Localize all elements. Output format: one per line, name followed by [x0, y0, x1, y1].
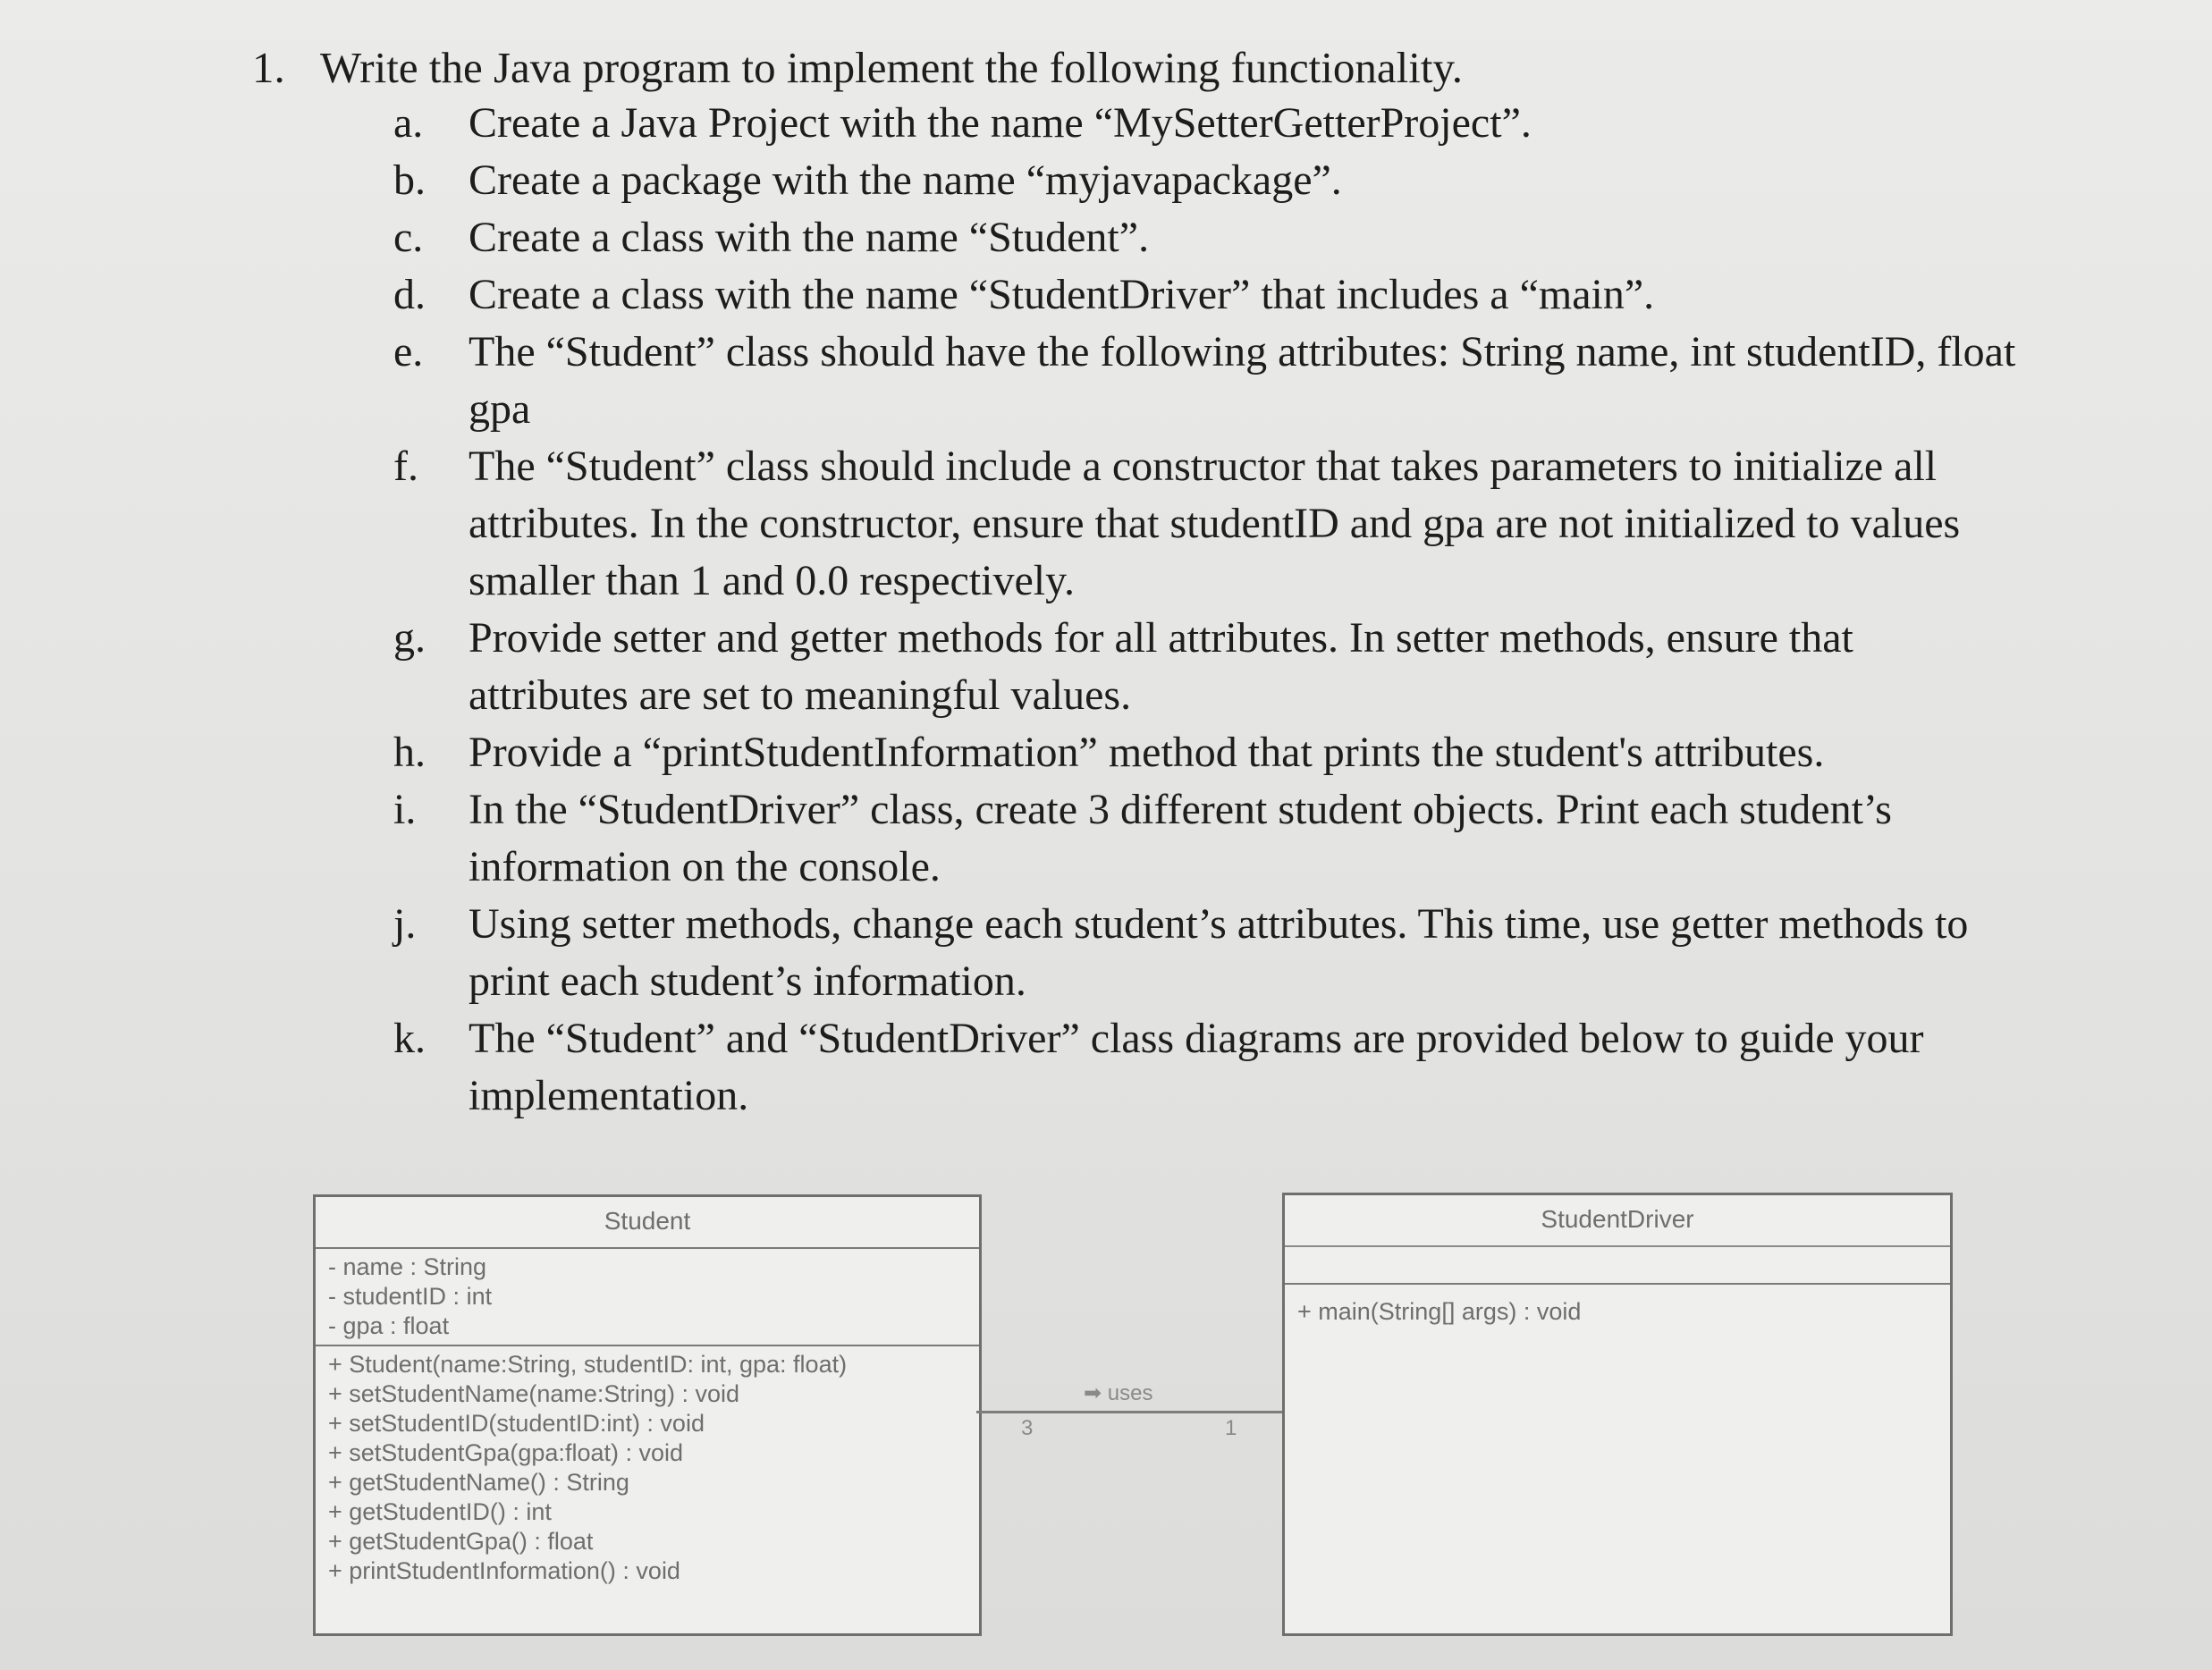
list-item-text: The “Student” class should include a constructor that takes parameters to initialize all attributes. In the constructor, ensure that studentID and gpa are not initialized to values smaller than 1 and 0.0 respectively.: [469, 443, 1961, 604]
uml-method: + setStudentGpa(gpa:float) : void: [328, 1439, 683, 1466]
question-heading: [252, 36, 1463, 100]
list-item-letter: a.: [393, 99, 424, 147]
list-item: [393, 209, 2021, 266]
uml-method: + getStudentGpa() : float: [328, 1528, 594, 1555]
requirements-list: [393, 95, 2021, 1125]
list-item-text: Create a class with the name “StudentDriver” that includes a “main”.: [469, 271, 1655, 318]
student-methods-section: [316, 1346, 979, 1590]
studentdriver-class-diagram: [1282, 1193, 1953, 1636]
uml-attribute: - studentID : int: [328, 1283, 493, 1310]
uml-attribute: - gpa : float: [328, 1312, 450, 1339]
list-item-text: Using setter methods, change each student’s attributes. This time, use getter methods to print each student’s information.: [469, 900, 1969, 1005]
question-number: 1.: [252, 43, 285, 92]
list-item-text: Provide setter and getter methods for all attributes. In setter methods, ensure that attributes are set to meaningful values.: [469, 614, 1853, 719]
list-item-letter: h.: [393, 729, 426, 776]
list-item-text: Create a package with the name “myjavapackage”.: [469, 156, 1342, 204]
list-item-letter: e.: [393, 328, 424, 375]
list-item-letter: k.: [393, 1015, 426, 1062]
uml-method: + setStudentID(studentID:int) : void: [328, 1410, 705, 1437]
uml-method: + getStudentName() : String: [328, 1469, 629, 1496]
list-item: [393, 95, 2021, 152]
uml-method: + getStudentID() : int: [328, 1498, 552, 1525]
uml-method: + main(String[] args) : void: [1297, 1298, 1582, 1325]
list-item-letter: d.: [393, 271, 426, 318]
studentdriver-methods-section: [1285, 1285, 1950, 1330]
list-item: [393, 724, 2021, 781]
uml-method: + printStudentInformation() : void: [328, 1557, 680, 1584]
uml-attribute: - name : String: [328, 1253, 487, 1280]
list-item-letter: i.: [393, 786, 417, 833]
list-item-text: Create a Java Project with the name “MySetterGetterProject”.: [469, 99, 1532, 147]
list-item: [393, 781, 2021, 896]
list-item-text: The “Student” and “StudentDriver” class diagrams are provided below to guide your implementation.: [469, 1015, 1924, 1119]
list-item: [393, 896, 2021, 1010]
list-item-letter: f.: [393, 443, 418, 490]
studentdriver-class-title: StudentDriver: [1285, 1195, 1950, 1247]
uml-method: + setStudentName(name:String) : void: [328, 1380, 739, 1407]
list-item-letter: g.: [393, 614, 426, 662]
list-item-text: Provide a “printStudentInformation” method that prints the student's attributes.: [469, 729, 1825, 776]
list-item-text: The “Student” class should have the following attributes: String name, int studentID, float gpa: [469, 328, 2016, 433]
studentdriver-attributes-section: [1285, 1247, 1950, 1285]
list-item: [393, 324, 2021, 438]
list-item: [393, 152, 2021, 209]
left-multiplicity: 3: [1021, 1416, 1034, 1440]
student-class-diagram: [313, 1194, 982, 1636]
list-item: [393, 438, 2021, 610]
uml-method: + Student(name:String, studentID: int, gpa: float): [328, 1351, 848, 1378]
list-item-letter: c.: [393, 214, 424, 261]
student-attributes-section: [316, 1249, 979, 1346]
list-item-letter: b.: [393, 156, 426, 204]
association-line: [976, 1411, 1282, 1413]
association-label: ➡ uses: [1084, 1381, 1153, 1405]
list-item-text: Create a class with the name “Student”.: [469, 214, 1150, 261]
list-item: [393, 610, 2021, 724]
right-multiplicity: 1: [1225, 1416, 1237, 1440]
list-item-text: In the “StudentDriver” class, create 3 different student objects. Print each student’s information on the console.: [469, 786, 1892, 890]
list-item-letter: j.: [393, 900, 417, 948]
list-item: [393, 266, 2021, 324]
question-text: Write the Java program to implement the following functionality.: [320, 43, 1464, 92]
list-item: [393, 1010, 2021, 1125]
student-class-title: Student: [316, 1197, 979, 1249]
